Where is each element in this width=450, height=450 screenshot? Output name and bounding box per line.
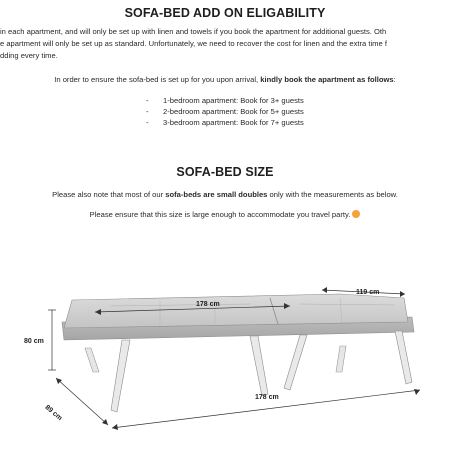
- bullet-marker: -: [146, 118, 149, 127]
- list-item: [146, 106, 304, 117]
- size-ensure-text: Please ensure that this size is large enough to accommodate you travel party.: [89, 210, 351, 219]
- bullet-marker: -: [146, 96, 149, 105]
- dim-top-length: 178 cm: [196, 301, 220, 308]
- size-note: [0, 190, 450, 200]
- front-leg-mid-right: [284, 335, 307, 390]
- front-leg-left: [111, 340, 130, 412]
- list-item: [146, 95, 304, 106]
- front-leg-right: [395, 331, 412, 384]
- dim-bottom-length: 178 cm: [255, 394, 279, 401]
- eligibility-title: SOFA-BED ADD ON ELIGABILITY: [124, 6, 326, 20]
- booking-instruction-prefix: In order to ensure the sofa-bed is set up for you upon arrival,: [54, 75, 261, 84]
- intro-line-3: dding every time.: [0, 51, 58, 60]
- booking-instruction-bold: kindly book the apartment as follows: [260, 75, 394, 84]
- front-leg-mid-left: [250, 336, 268, 396]
- rule-2bed: 2-bedroom apartment: Book for 5+ guests: [163, 107, 304, 116]
- size-ensure: [0, 210, 450, 220]
- back-leg-left: [85, 348, 99, 372]
- bullet-marker: -: [146, 107, 149, 116]
- dim-height: 80 cm: [24, 338, 44, 345]
- rule-1bed: 1-bedroom apartment: Book for 3+ guests: [163, 96, 304, 105]
- rule-3bed: 3-bedroom apartment: Book for 7+ guests: [163, 118, 304, 127]
- dim-depth-side: 89 cm: [43, 404, 64, 423]
- intro-line-1: in each apartment, and will only be set up with linen and towels if you book the apartment for additional guests. Oth: [0, 27, 387, 36]
- booking-rules-list: [146, 95, 304, 128]
- booking-instruction: [0, 75, 450, 85]
- size-note-bold: sofa-beds are small doubles: [165, 190, 268, 199]
- sofa-top-surface: [64, 294, 408, 328]
- size-title: SOFA-BED SIZE: [176, 165, 274, 179]
- sofa-bed-illustration: [0, 270, 450, 450]
- size-note-prefix: Please also note that most of our: [52, 190, 166, 199]
- back-leg-right: [336, 346, 346, 372]
- size-note-suffix: only with the measurements as below.: [267, 190, 398, 199]
- dim-depth-top: 119 cm: [356, 289, 380, 296]
- list-item: [146, 117, 304, 128]
- booking-instruction-suffix: :: [393, 75, 396, 84]
- intro-line-2: e apartment will only be set up as standard. Unfortunately, we need to recover the cost for linen and the extra time f: [0, 39, 387, 48]
- smile-emoji-icon: [352, 210, 360, 218]
